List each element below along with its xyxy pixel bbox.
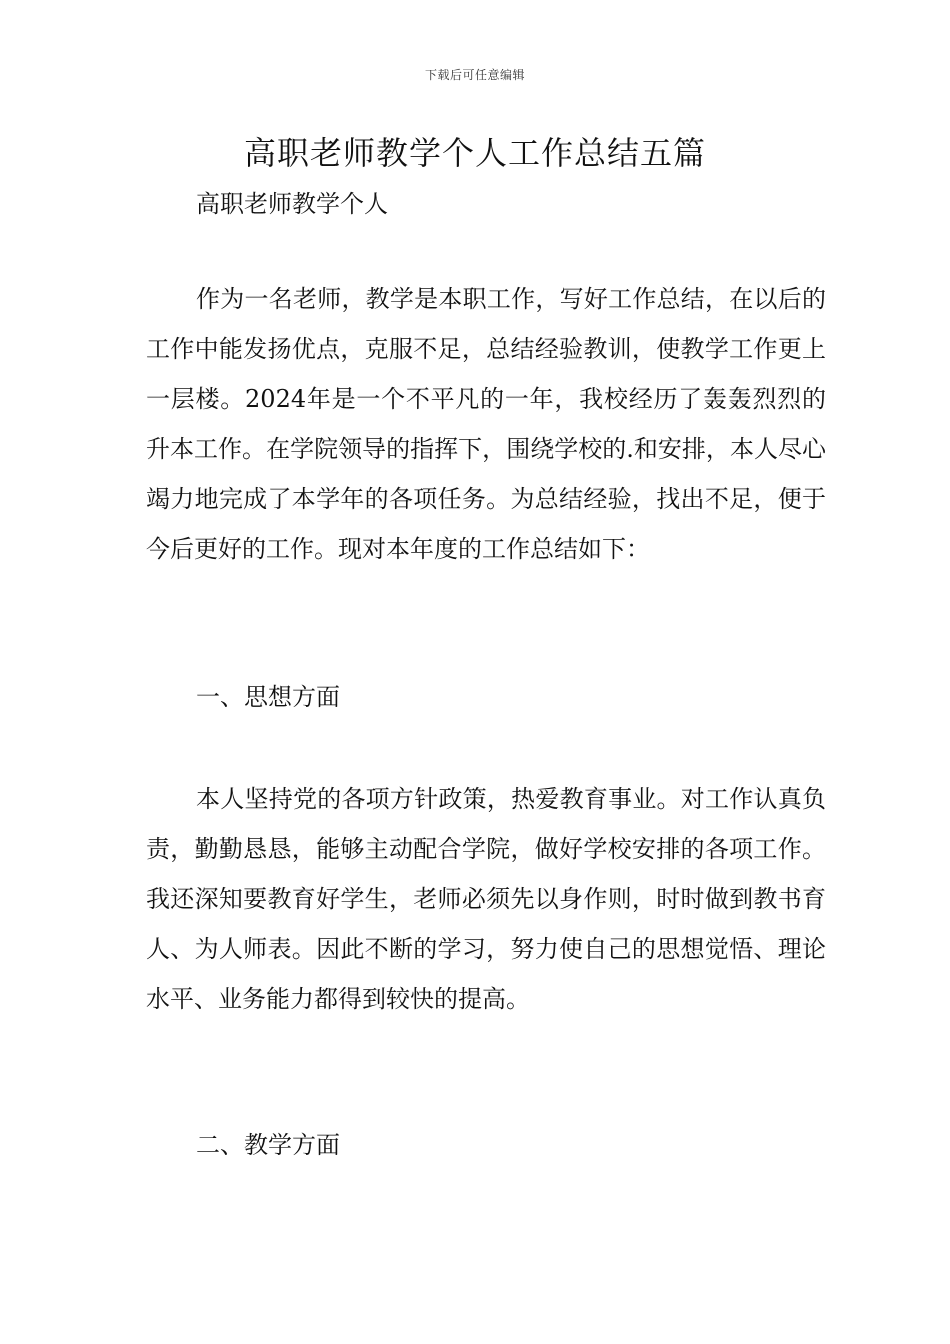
paragraph-thought: 本人坚持党的各项方针政策，热爱教育事业。对工作认真负责，勤勤恳恳，能够主动配合学院，做好学校安排的各项工作。我还深知要教育好学生，老师必须先以身作则，时时做到教书育人、为人师表。因此不断的学习，努力使自己的思想觉悟、理论水平、业务能力都得到较快的提高。 bbox=[146, 785, 826, 1013]
header-note: 下载后可任意编辑 bbox=[424, 68, 525, 82]
section-heading-teaching: 二、教学方面 bbox=[196, 1131, 340, 1159]
document-title: 高职老师教学个人工作总结五篇 bbox=[243, 134, 706, 172]
paragraph-intro: 作为一名老师，教学是本职工作，写好工作总结，在以后的工作中能发扬优点，克服不足，总结经验教训，使教学工作更上一层楼。2024年是一个不平凡的一年，我校经历了轰轰烈烈的升本工作。在学院领导的指挥下，围绕学校的.和安排，本人尽心竭力地完成了本学年的各项任务。为总结经验，找出不足，便于今后更好的工作。现对本年度的工作总结如下： bbox=[146, 285, 826, 563]
section-heading-thought: 一、思想方面 bbox=[196, 683, 340, 711]
document-subtitle: 高职老师教学个人 bbox=[196, 190, 388, 218]
